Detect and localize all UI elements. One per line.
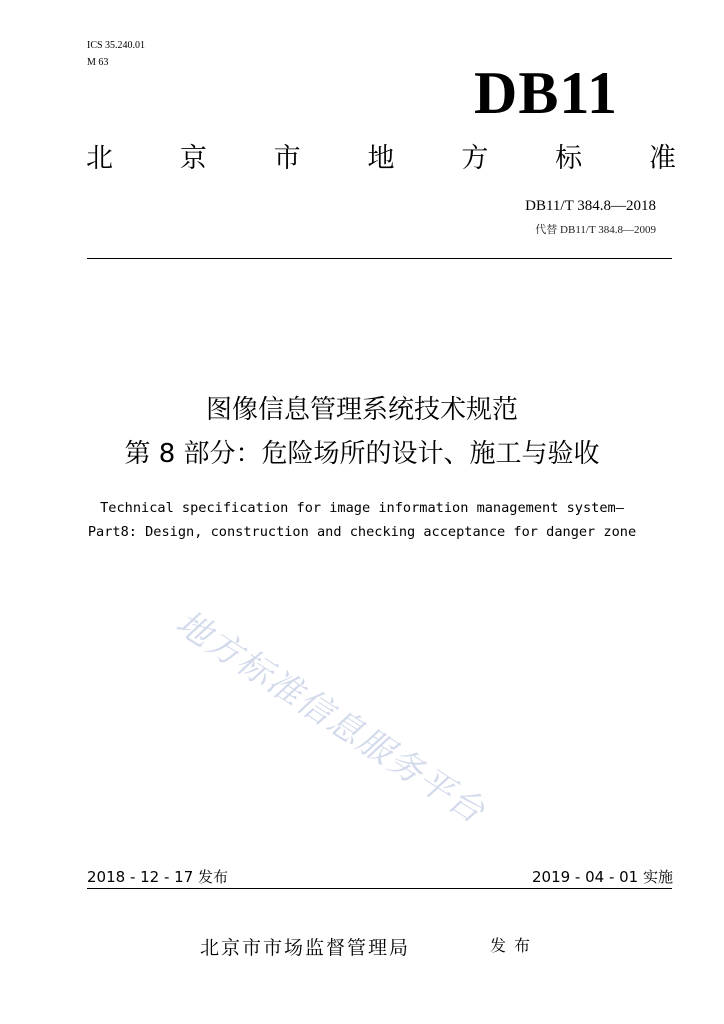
ics-code: ICS 35.240.01: [87, 40, 146, 51]
title-chinese-line1: 图像信息管理系统技术规范: [205, 395, 518, 425]
standard-type-char: 标: [555, 143, 583, 174]
standard-type-char: 地: [367, 143, 395, 174]
standard-type-char: 市: [273, 143, 301, 174]
issue-label: 发布: [490, 936, 539, 955]
title-english-line2: Part8: Design, construction and checking acceptance for danger zone: [87, 524, 637, 540]
standard-number: DB11/T 384.8—2018: [525, 198, 656, 214]
db11-logo: DB11: [474, 60, 619, 126]
issue-date: 2018 - 12 - 17 发布: [87, 868, 229, 886]
footer-divider: [87, 888, 672, 889]
implementation-date: 2019 - 04 - 01 实施: [531, 868, 673, 886]
standard-type-char: 方: [461, 143, 489, 174]
standard-type-char: 北: [86, 143, 113, 174]
standard-type-char: 准: [648, 143, 676, 174]
classification-codes: [87, 37, 145, 71]
standard-type-char: 京: [179, 143, 207, 174]
title-chinese-line2: 第 8 部分：危险场所的设计、施工与验收: [124, 439, 600, 469]
replaces-standard: 代替 DB11/T 384.8—2009: [535, 224, 656, 236]
title-english-line1: Technical specification for image information management system—: [100, 500, 624, 516]
issuing-authority: 北京市市场监督管理局: [200, 937, 411, 959]
watermark-text: 地方标准信息服务平台: [168, 602, 493, 833]
standard-type-title: [86, 141, 676, 177]
ccs-code: M 63: [87, 57, 109, 68]
header-divider: [87, 258, 672, 259]
